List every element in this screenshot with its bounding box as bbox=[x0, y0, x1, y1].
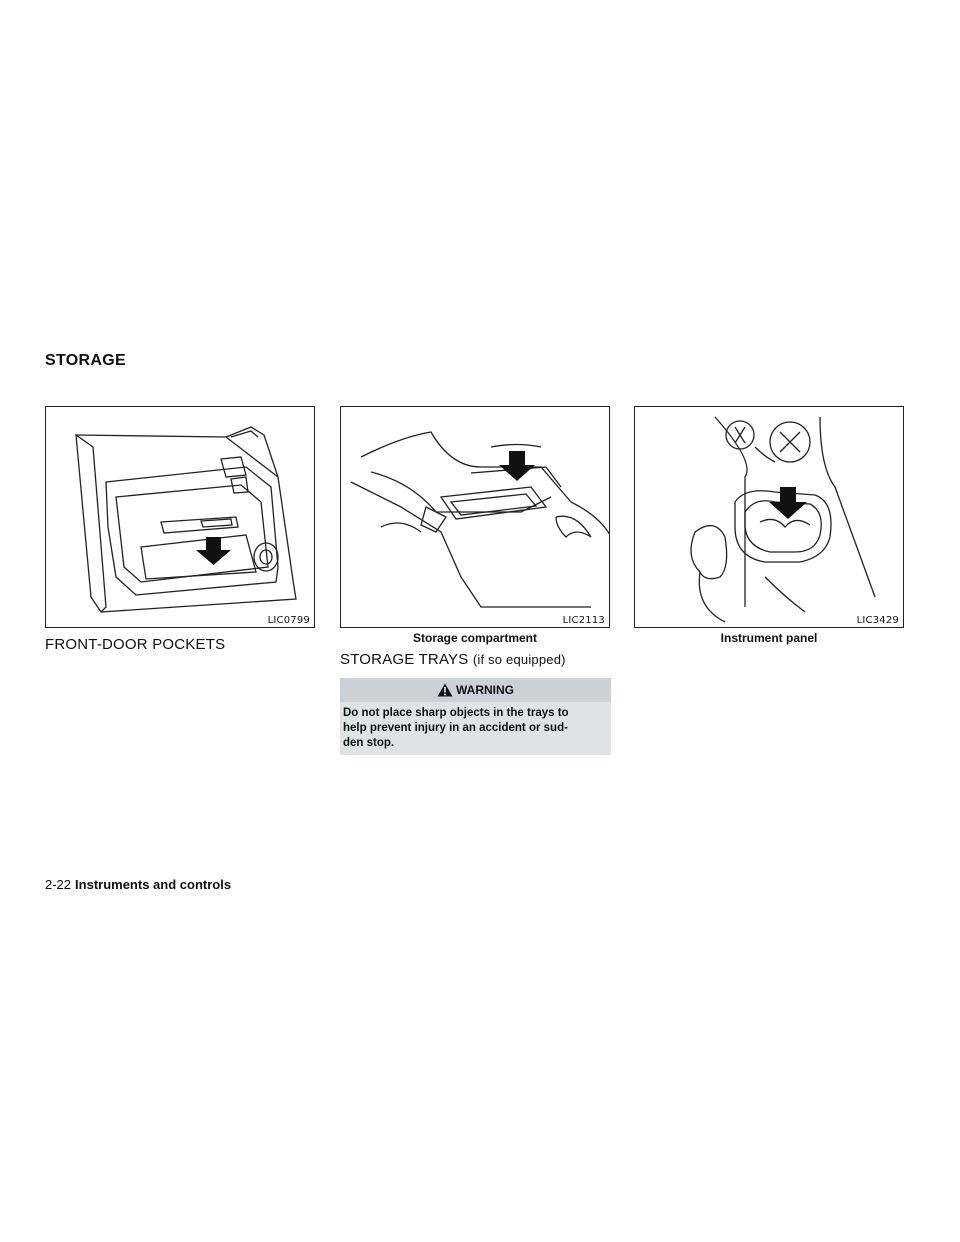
warning-line: den stop. bbox=[343, 737, 395, 749]
figure-front-door bbox=[45, 406, 315, 628]
cupholder-illustration bbox=[635, 407, 904, 628]
heading-note: (if so equipped) bbox=[472, 652, 566, 667]
page-number: 2-22 bbox=[45, 877, 72, 892]
door-pocket-illustration bbox=[46, 407, 315, 628]
heading-storage-trays bbox=[340, 651, 566, 668]
figure-caption-storage-compartment: Storage compartment bbox=[412, 631, 538, 645]
arrow-down-icon bbox=[499, 451, 535, 481]
warning-line: Do not place sharp objects in the trays to bbox=[343, 707, 569, 719]
section-title: STORAGE bbox=[45, 352, 126, 369]
warning-text bbox=[343, 706, 609, 751]
page-footer bbox=[45, 877, 231, 892]
arrow-down-icon bbox=[196, 537, 231, 565]
figure-code: LIC2113 bbox=[562, 615, 605, 626]
heading-front-door-pockets: FRONT-DOOR POCKETS bbox=[45, 636, 226, 653]
figure-code: LIC0799 bbox=[267, 615, 310, 626]
figure-caption-instrument-panel: Instrument panel bbox=[720, 631, 818, 645]
figure-instrument-panel bbox=[634, 406, 904, 628]
warning-box bbox=[340, 678, 611, 755]
chapter-title: Instruments and controls bbox=[75, 877, 232, 892]
console-tray-illustration bbox=[341, 407, 610, 628]
heading-text: STORAGE TRAYS bbox=[340, 651, 469, 668]
warning-header bbox=[340, 678, 611, 702]
warning-icon bbox=[437, 683, 453, 697]
figure-code: LIC3429 bbox=[856, 615, 899, 626]
warning-line: help prevent injury in an accident or sud- bbox=[343, 722, 568, 734]
figure-storage-compartment bbox=[340, 406, 610, 628]
warning-label: WARNING bbox=[456, 683, 514, 697]
